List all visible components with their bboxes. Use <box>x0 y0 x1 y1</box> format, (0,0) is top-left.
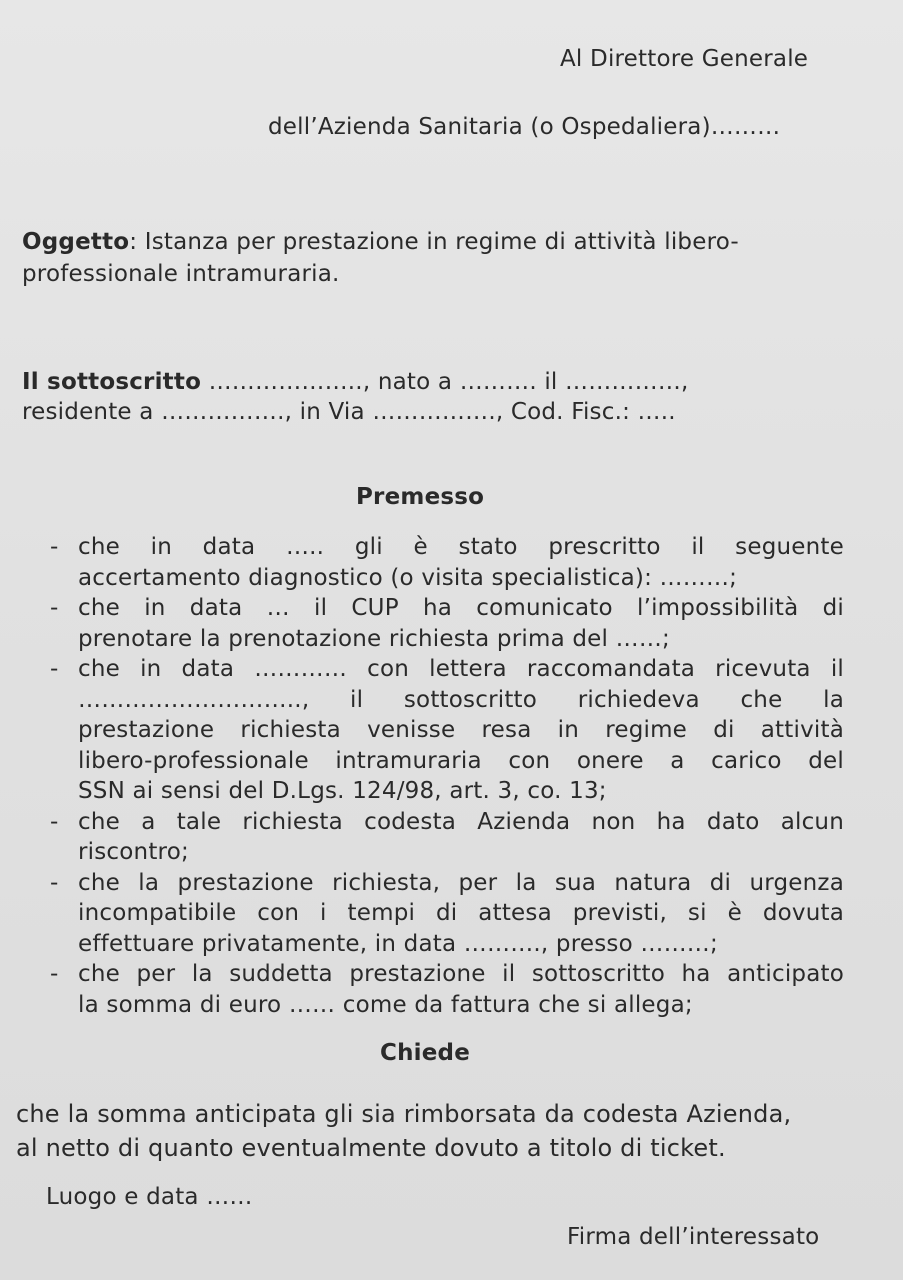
premesso-item-dash: - <box>50 869 59 896</box>
premesso-item-line: che in data ….. gli è stato prescritto il seguente <box>78 534 844 560</box>
premesso-item-line: la somma di euro …… come da fattura che si allega; <box>78 991 693 1018</box>
premesso-item-line: che in data … il CUP ha comunicato l’impossibilità di <box>78 595 844 621</box>
premesso-item-line: prenotare la prenotazione richiesta prima del ……; <box>78 625 670 652</box>
premesso-item-line: accertamento diagnostico (o visita specialistica): ………; <box>78 564 738 591</box>
premesso-item-line: SSN ai sensi del D.Lgs. 124/98, art. 3, co. 13; <box>78 778 607 804</box>
premesso-item-line: che in data ………… con lettera raccomandata ricevuta il <box>78 656 844 682</box>
subject-label: Oggetto <box>22 229 130 255</box>
signature-label: Firma dell’interessato <box>567 1224 820 1250</box>
subject-line-1 <box>22 231 739 254</box>
subject-text: : Istanza per prestazione in regime di attività libero- <box>129 229 739 255</box>
premesso-item-line: effettuare privatamente, in data ………., presso ………; <box>78 930 718 957</box>
chiede-heading: Chiede <box>380 1040 470 1066</box>
premesso-item-line: che a tale richiesta codesta Azienda non ha dato alcun <box>78 808 844 835</box>
addressee-line-1: Al Direttore Generale <box>560 46 809 72</box>
place-date: Luogo e data …… <box>46 1184 253 1210</box>
premesso-item-line: incompatibile con i tempi di attesa previsti, si è dovuta <box>78 900 844 926</box>
identity-line-2: residente a ……………., in Via ……………., Cod. Fisc.: ….. <box>22 399 676 425</box>
subject-line-2: professionale intramuraria. <box>22 261 340 287</box>
premesso-item-dash: - <box>50 595 59 621</box>
premesso-item-line: che la prestazione richiesta, per la sua natura di urgenza <box>78 869 844 896</box>
chiede-line-1: che la somma anticipata gli sia rimborsata da codesta Azienda, <box>16 1100 792 1128</box>
premesso-item-line: riscontro; <box>78 839 189 865</box>
premesso-heading: Premesso <box>356 484 485 510</box>
addressee-line-2: dell’Azienda Sanitaria (o Ospedaliera)……… <box>268 114 781 140</box>
premesso-item-dash: - <box>50 534 59 560</box>
premesso-item-dash: - <box>50 961 59 987</box>
chiede-line-2: al netto di quanto eventualmente dovuto a titolo di ticket. <box>16 1134 726 1162</box>
premesso-item-line: prestazione richiesta venisse resa in regime di attività <box>78 717 844 743</box>
identity-name-label: Il sottoscritto <box>22 369 202 395</box>
premesso-item-line: che per la suddetta prestazione il sottoscritto ha anticipato <box>78 961 844 987</box>
premesso-item-line: libero-professionale intramuraria con onere a carico del <box>78 747 844 774</box>
premesso-item-dash: - <box>50 808 59 835</box>
premesso-item-dash: - <box>50 656 59 682</box>
identity-line-1 <box>22 371 689 394</box>
identity-line-1-rest: ……………….., nato a ………. il ……………, <box>208 369 689 395</box>
premesso-item-line: ……………………….., il sottoscritto richiedeva che la <box>78 686 844 713</box>
